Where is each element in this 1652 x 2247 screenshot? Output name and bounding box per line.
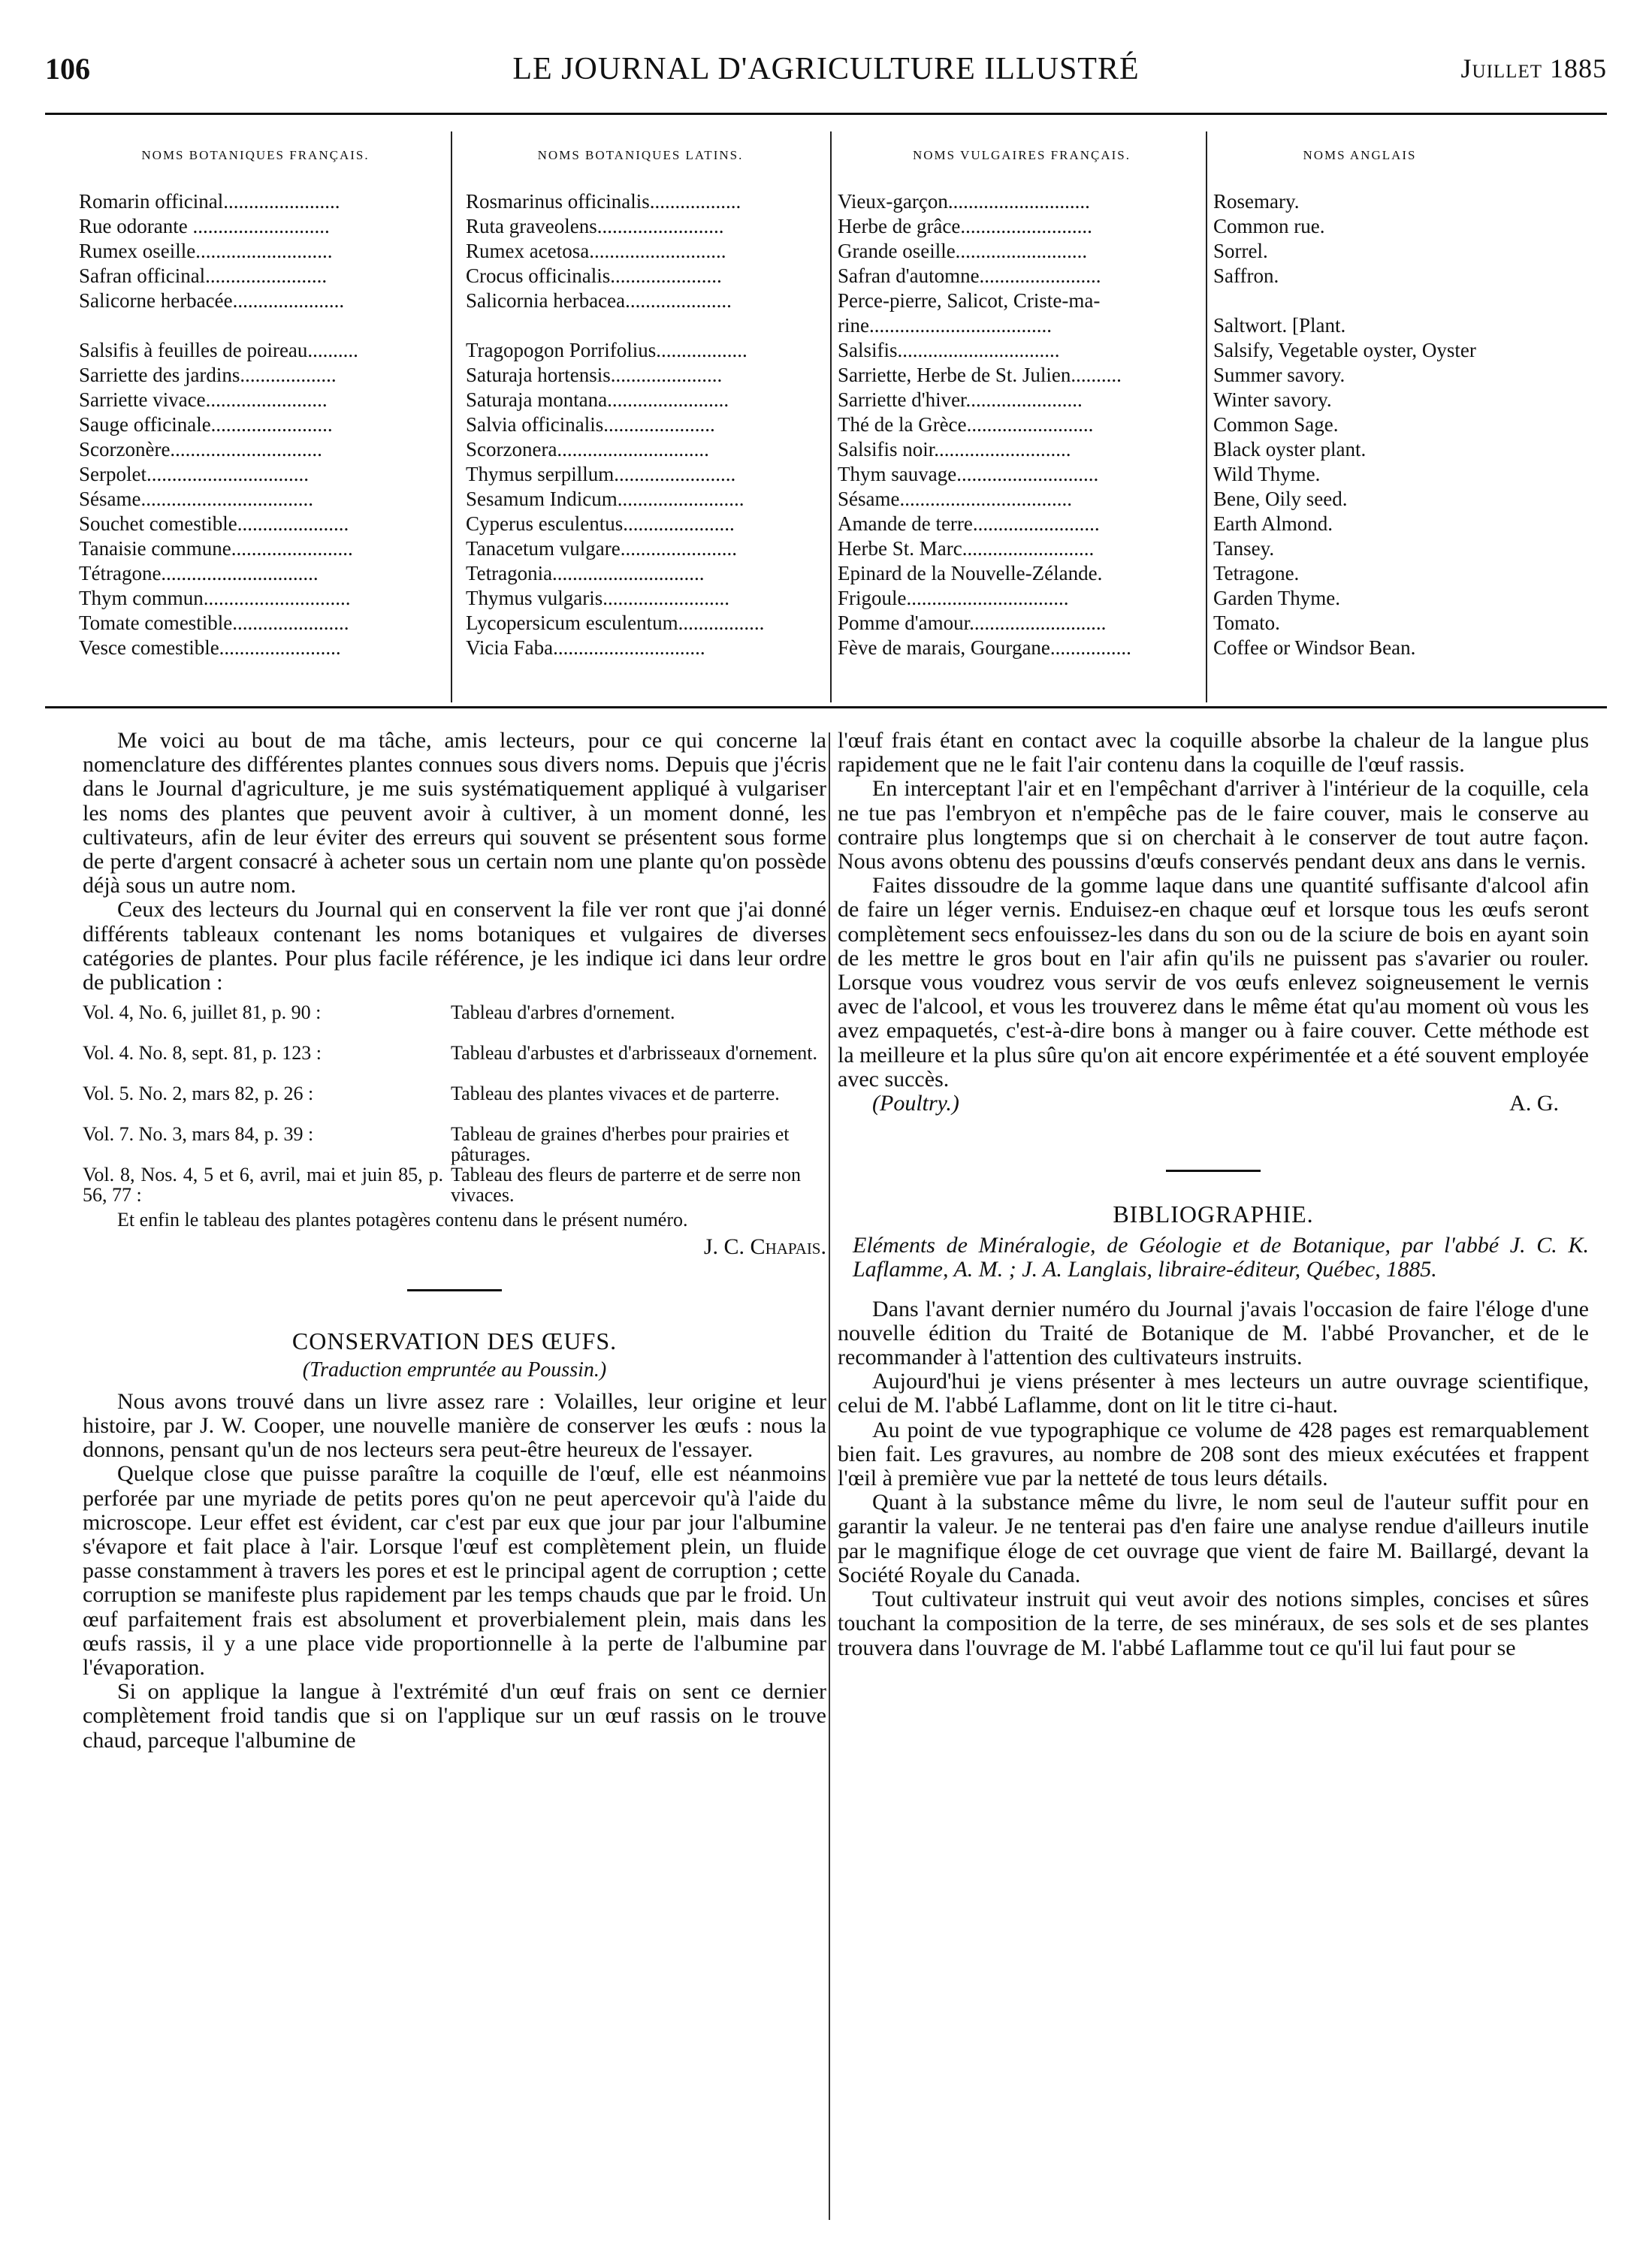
plant-name-cell: Coffee or Windsor Bean.: [1213, 636, 1416, 659]
plant-name-cell: Scorzonera..............................: [466, 438, 709, 461]
bibliography-heading: BIBLIOGRAPHIE.: [1113, 1201, 1314, 1228]
paragraph: Quelque close que puisse paraître la coquille de l'œuf, elle est néanmoins perforée par une myriade de petits pores qu'on ne peut apercevoir qu'à l'aide du microscope. Leur effet est évident, car c'est par eux que jour par jour l'albumine s'évapore et fait place à l'air. Lorsque l'œuf est complètement plein, un fluide passe constamment à travers les pores et est le principal agent de corruption ; cette corruption se manifeste plus rapidement par les temps chauds que par le froid. Un œuf parfaitement frais est absolument et proverbialement plein, mais dans les œufs rassis, il y a une place vide proportionnelle à la perte de l'albumine par l'évaporation.: [83, 1461, 826, 1681]
plant-name-cell: [466, 313, 815, 338]
plant-name-cell: Thymus serpillum........................: [466, 463, 736, 485]
article-title: CONSERVATION DES ŒUFS.: [291, 1327, 618, 1355]
volume-description: Tableau des fleurs de parterre et de serre non vivaces.: [451, 1164, 801, 1207]
column-french-botanical: [79, 144, 432, 700]
plant-name-cell: Sarriette vivace........................: [79, 388, 328, 411]
plant-name-cell: Salicorne herbacée......................: [79, 289, 345, 312]
volume-list: [83, 1002, 826, 1205]
plant-name-cell: Safran d'automne........................: [838, 264, 1101, 287]
plant-name-cell: Rosmarinus officinalis..................: [466, 190, 741, 213]
right-column: [838, 729, 1589, 1660]
column-latin-botanical: [466, 144, 815, 700]
paragraph: Si on applique la langue à l'extrémité d'un œuf frais on sent ce dernier complètement froid tandis que si on l'applique sur un œuf rassis on le trouve chaud, parceque l'albumine de: [83, 1679, 826, 1753]
plant-name-cell: Rosemary.: [1213, 190, 1300, 213]
signature: J. C. Chapais.: [703, 1234, 826, 1260]
plant-name-cell: Saltwort. [Plant.: [1213, 314, 1346, 337]
paragraph: l'œuf frais étant en contact avec la coquille absorbe la chaleur de la langue plus rapidement que ne le fait l'air contenu dans la coquille de l'œuf rassis.: [838, 728, 1589, 778]
plant-name-cell: Tomato.: [1213, 612, 1280, 634]
table-bottom-rule: [45, 706, 1607, 708]
column-divider: [451, 131, 452, 702]
plant-name-cell: Wild Thyme.: [1213, 463, 1321, 485]
left-column: [83, 729, 826, 1753]
plant-name-cell: Romarin officinal.......................: [79, 190, 340, 213]
column-heading: NOMS BOTANIQUES FRANÇAIS.: [141, 148, 370, 162]
plant-name-cell: Salicornia herbacea.....................: [466, 289, 732, 312]
paragraph: Tout cultivateur instruit qui veut avoir des notions simples, concises et sûres touchant la composition de la terre, de ses minéraux, de ses sols et de ses plantes trouvera dans l'ouvrage de M. l'abbé Laflamme tout ce qu'il lui faut pour se: [838, 1587, 1589, 1660]
book-title: Eléments de Minéralogie, de Géologie et de Botanique, par l'abbé J. C. K. Laflamme, A. M. ; J. A. Langlais, libraire-éditeur, Québec, 1885.: [853, 1233, 1589, 1282]
journal-title: LE JOURNAL D'AGRICULTURE ILLUSTRÉ: [512, 52, 1140, 86]
volume-reference: Vol. 7. No. 3, mars 84, p. 39 :: [83, 1123, 314, 1146]
volume-description: Tableau d'arbres d'ornement.: [451, 1001, 675, 1024]
issue-date: Juillet 1885: [1460, 53, 1607, 83]
plant-name-cell: Thym sauvage............................: [838, 463, 1099, 485]
column-heading: NOMS BOTANIQUES LATINS.: [537, 148, 744, 162]
plant-name-cell: Lycopersicum esculentum.................: [466, 612, 765, 634]
volume-reference: Vol. 4, No. 6, juillet 81, p. 90 :: [83, 1001, 322, 1024]
paragraph: Me voici au bout de ma tâche, amis lecteurs, pour ce qui concerne la nomenclature des différentes plantes connues sous divers noms. Depuis que j'écris dans le Journal d'agriculture, je me suis systématiquement appliqué à vulgariser les noms des plantes que peuvent avoir à cultiver, à un moment donné, les cultivateurs, afin de leur éviter des erreurs qui souvent se présentent sous forme de perte d'argent consacré à acheter sous un certain nom une plante qu'on possède déjà sous un autre nom.: [83, 728, 826, 898]
volume-description: Tableau des plantes vivaces et de parterre.: [451, 1083, 780, 1105]
plant-name-cell: Common rue.: [1213, 215, 1325, 237]
plant-name-cell: Tanacetum vulgare.......................: [466, 537, 738, 560]
plant-name-cell: Perce-pierre, Salicot, Criste-ma-: [838, 289, 1101, 312]
plant-name-cell: Salsify, Vegetable oyster, Oyster: [1213, 339, 1476, 361]
plant-name-cell: Sarriette des jardins...................: [79, 364, 337, 386]
plant-name-cell: Thym commun.............................: [79, 587, 351, 609]
plant-name-cell: Sarriette, Herbe de St. Julien..........: [838, 364, 1122, 386]
plant-name-cell: Sarriette d'hiver.......................: [838, 388, 1083, 411]
column-divider: [829, 732, 830, 2220]
column-heading: NOMS VULGAIRES FRANÇAIS.: [913, 148, 1131, 162]
author-initials: A. G.: [1509, 1091, 1559, 1116]
plant-name-cell: Tomate comestible.......................: [79, 612, 349, 634]
plant-name-cell: Herbe St. Marc..........................: [838, 537, 1095, 560]
plant-name-cell: Summer savory.: [1213, 364, 1345, 386]
page-number: 106: [45, 52, 90, 86]
source-credit: (Poultry.): [872, 1091, 959, 1116]
column-french-common: [838, 144, 1206, 700]
plant-name-cell: Crocus officinalis......................: [466, 264, 722, 287]
plant-name-cell: Rumex acetosa...........................: [466, 240, 726, 262]
plant-name-cell: Thé de la Grèce.........................: [838, 413, 1094, 436]
plant-name-cell: Frigoule................................: [838, 587, 1069, 609]
plant-name-cell: Garden Thyme.: [1213, 587, 1340, 609]
plant-name-cell: Bene, Oily seed.: [1213, 488, 1348, 510]
plant-name-cell: Rumex oseille...........................: [79, 240, 333, 262]
plant-name-cell: Winter savory.: [1213, 388, 1332, 411]
paragraph: Et enfin le tableau des plantes potagères contenu dans le présent numéro.: [117, 1209, 688, 1231]
volume-description: Tableau de graines d'herbes pour prairies et pâturages.: [451, 1123, 790, 1166]
plant-name-cell: Epinard de la Nouvelle-Zélande.: [838, 562, 1103, 584]
plant-name-cell: Scorzonère..............................: [79, 438, 322, 461]
paragraph: Aujourd'hui je viens présenter à mes lecteurs un autre ouvrage scientifique, celui de M. l'abbé Laflamme, dont on lit le titre ci-haut.: [838, 1369, 1589, 1418]
volume-entry: [83, 1002, 826, 1043]
column-divider: [1206, 131, 1207, 702]
plant-name-cell: Serpolet................................: [79, 463, 309, 485]
plant-name-cell: rine....................................: [838, 314, 1052, 337]
column-english: [1213, 144, 1506, 700]
plant-name-cell: Rue odorante ...........................: [79, 215, 330, 237]
plant-name-cell: Amande de terre.........................: [838, 512, 1100, 535]
plant-name-cell: Salsifis à feuilles de poireau..........: [79, 339, 358, 361]
plant-name-cell: Black oyster plant.: [1213, 438, 1367, 461]
plant-name-cell: Ruta graveolens.........................: [466, 215, 724, 237]
plant-name-cell: Grande oseille..........................: [838, 240, 1088, 262]
article-footer: [838, 1092, 1589, 1117]
volume-entry: [83, 1043, 826, 1083]
plant-name-cell: Fève de marais, Gourgane................: [838, 636, 1131, 659]
paragraph: Quant à la substance même du livre, le nom seul de l'auteur suffit pour en garantir la valeur. Je ne tenterai pas d'en faire une analyse rendue d'ailleurs inutile par le magnifique éloge de cet ouvrage que vient de faire M. Baillargé, devant la Société Royale du Canada.: [838, 1490, 1589, 1587]
plant-name-cell: Sesamum Indicum.........................: [466, 488, 744, 510]
plant-name-cell: Vicia Faba..............................: [466, 636, 705, 659]
plant-name-cell: Common Sage.: [1213, 413, 1339, 436]
paragraph: Nous avons trouvé dans un livre assez rare : Volailles, leur origine et leur histoire, par J. W. Cooper, une nouvelle manière de conserver les œufs : nous la donnons, pensant qu'un de nos lecteurs sera peut-être heureux de l'essayer.: [83, 1388, 826, 1463]
paragraph: En interceptant l'air et en l'empêchant d'arriver à l'intérieur de la coquille, cela ne tue pas l'embryon et n'empêche pas de le faire couver, mais le conserve au contraire plus longtemps que si on cherchait à le conserver de tout autre façon. Nous avons obtenu des poussins d'œufs conservés pendant deux ans dans le vernis.: [838, 776, 1589, 874]
volume-description: Tableau d'arbustes et d'arbrisseaux d'ornement.: [451, 1042, 818, 1065]
plant-name-cell: Sésame..................................: [838, 488, 1072, 510]
plant-name-cell: Safran officinal........................: [79, 264, 328, 287]
column-heading: NOMS ANGLAIS: [1303, 148, 1417, 162]
volume-reference: Vol. 5. No. 2, mars 82, p. 26 :: [83, 1083, 314, 1105]
plant-name-cell: Tetragonia..............................: [466, 562, 705, 584]
plant-name-cell: Tanaisie commune........................: [79, 537, 353, 560]
article-subtitle: (Traduction empruntée au Poussin.): [302, 1358, 607, 1382]
plant-name-cell: Thymus vulgaris.........................: [466, 587, 729, 609]
plant-name-cell: Tétragone...............................: [79, 562, 319, 584]
volume-entry: [83, 1083, 826, 1124]
plant-name-cell: Vesce comestible........................: [79, 636, 341, 659]
plant-name-cell: [79, 313, 432, 338]
plant-name-cell: Cyperus esculentus......................: [466, 512, 735, 535]
header-rule: [45, 113, 1607, 115]
plant-name-cell: Tansey.: [1213, 537, 1275, 560]
plant-name-cell: Tragopogon Porrifolius..................: [466, 339, 747, 361]
column-divider: [830, 131, 832, 702]
plant-name-cell: Saturaja montana........................: [466, 388, 729, 411]
plant-name-cell: Salsifis noir...........................: [838, 438, 1071, 461]
paragraph: Au point de vue typographique ce volume de 428 pages est remarquablement bien fait. Les gravures, au nombre de 208 sont des mieux exécutées et frappent l'œil à première vue par la netteté de tous leurs détails.: [838, 1417, 1589, 1491]
plant-name-cell: Saffron.: [1213, 264, 1279, 287]
plant-name-cell: Sorrel.: [1213, 240, 1268, 262]
volume-entry: [83, 1164, 826, 1205]
plant-name-cell: Sésame..................................: [79, 488, 313, 510]
plant-name-cell: Salvia officinalis......................: [466, 413, 715, 436]
page-header: [45, 51, 1607, 96]
plant-name-cell: Vieux-garçon............................: [838, 190, 1090, 213]
plant-name-cell: Saturaja hortensis......................: [466, 364, 723, 386]
plant-name-cell: Herbe de grâce..........................: [838, 215, 1092, 237]
plant-name-cell: Earth Almond.: [1213, 512, 1333, 535]
volume-entry: [83, 1124, 826, 1164]
plant-name-cell: Salsifis................................: [838, 339, 1060, 361]
plant-name-cell: Tetragone.: [1213, 562, 1300, 584]
volume-reference: Vol. 8, Nos. 4, 5 et 6, avril, mai et juin 85, p. 56, 77 :: [83, 1164, 443, 1207]
volume-reference: Vol. 4. No. 8, sept. 81, p. 123 :: [83, 1042, 322, 1065]
plant-names-table: [79, 144, 1506, 700]
plant-name-cell: Souchet comestible......................: [79, 512, 349, 535]
paragraph: Faites dissoudre de la gomme laque dans une quantité suffisante d'alcool afin de faire un léger vernis. Enduisez-en chaque œuf et lorsque tous les œufs seront complètement secs enfouissez-les dans du son ou de la sciure de bois en ayant soin de les mettre le gros bout en l'air afin qu'ils ne puissent pas s'avarier ou rouler. Lorsque vous voudrez vous servir de vos œufs enlevez soigneusement le vernis avec de l'alcool, et vous les trouverez dans le même état qu'au moment où vous les avez empaquetés, c'est-à-dire bons à manger ou à faire couver. Cette méthode est la meilleure et la plus sûre qu'on ait encore expérimentée et a été souvent employée avec succès.: [838, 873, 1589, 1092]
plant-name-cell: Pomme d'amour...........................: [838, 612, 1107, 634]
plant-name-cell: Sauge officinale........................: [79, 413, 333, 436]
plant-name-cell: [1213, 288, 1506, 313]
paragraph: Ceux des lecteurs du Journal qui en conservent la file ver ront que j'ai donné différents tableaux contenant les noms botaniques et vulgaires de diverses catégories de plantes. Pour plus facile référence, je les indique ici dans leur ordre de publication :: [83, 897, 826, 995]
paragraph: Dans l'avant dernier numéro du Journal j'avais l'occasion de faire l'éloge d'une nouvelle édition du Traité de Botanique de M. l'abbé Provancher, et de le recommander à l'attention des cultivateurs instruits.: [838, 1296, 1589, 1370]
